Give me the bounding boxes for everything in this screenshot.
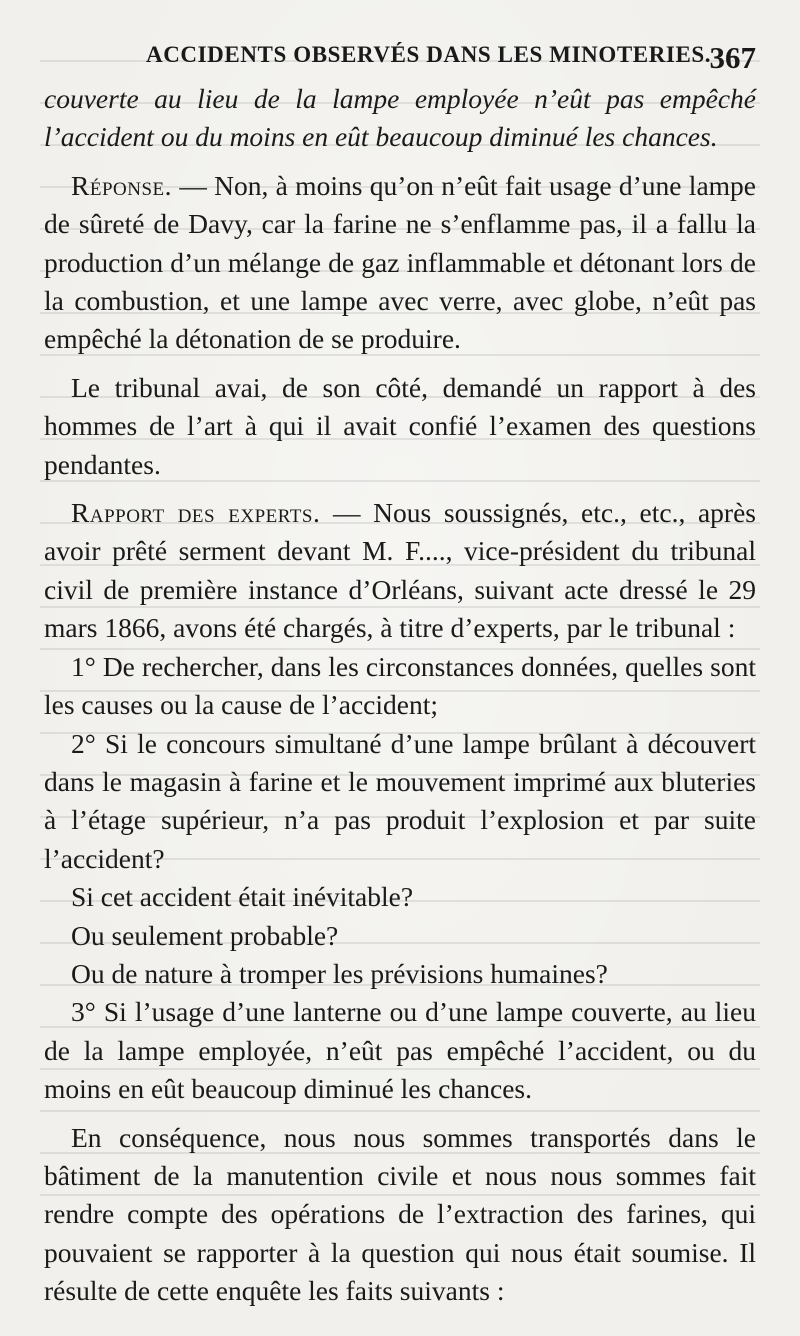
experts-report-label: Rapport des experts.	[71, 497, 321, 529]
response-label: Réponse.	[71, 169, 173, 201]
experts-report-text: — Nous soussignés, etc., etc., après avoir prêté serment devant M. F...., vice-président du tribunal civil de première instance d’Orléans, suivant acte dressé le 29 mars 1866, avons été chargés, à titre d’experts, par le tribunal :	[44, 497, 756, 644]
paragraph-experts-report	[44, 494, 756, 648]
paragraph-response	[44, 167, 756, 359]
paragraph-tribunal: Le tribunal avai, de son côté, demandé un rapport à des hommes de l’art à qui il avait confié l’examen des questions pendantes.	[44, 371, 756, 480]
question-line-1: Si cet accident était inévitable?	[71, 881, 414, 913]
response-text: — Non, à moins qu’on n’eût fait usage d’une lampe de sûreté de Davy, car la farine ne s’enflamme pas, il a fallu la production d’un mélange de gaz inflammable et détonant lors de la combustion, et une lampe avec verre, avec globe, n’eût pas empêché la détonation de se produire.	[44, 169, 756, 355]
paragraph-continuation: couverte au lieu de la lampe employée n’eût pas empêché l’accident ou du moins en eût beaucoup diminué les chances.	[44, 83, 756, 153]
question-line-2: Ou seulement probable?	[71, 919, 339, 951]
list-item-3: 3° Si l’usage d’une lanterne ou d’une lampe couverte, au lieu de la lampe employée, n’eût pas empêché l’accident, ou du moins en eût beaucoup diminué les chances.	[44, 996, 756, 1105]
list-item-2: 2° Si le concours simultané d’une lampe brûlant à découvert dans le magasin à farine et le mouvement imprimé aux bluteries à l’étage supérieur, n’a pas produit l’explosion et par suite l’accident?	[44, 727, 756, 874]
running-title: ACCIDENTS OBSERVÉS DANS LES MINOTERIES.	[146, 42, 712, 67]
question-line-3: Ou de nature à tromper les prévisions humaines?	[71, 957, 608, 989]
page-body	[44, 80, 756, 1311]
page-header	[60, 40, 756, 80]
paragraph-consequence: En conséquence, nous nous sommes transportés dans le bâtiment de la manutention civile et nous nous sommes fait rendre compte des opérations de l’extraction des farines, qui pouvaient se rapporter à la question qui nous était soumise. Il résulte de cette enquête les faits suivants :	[44, 1121, 756, 1307]
list-item-1: 1° De rechercher, dans les circonstances données, quelles sont les causes ou la cause de l’accident;	[44, 650, 756, 721]
page-number: 367	[709, 40, 756, 75]
